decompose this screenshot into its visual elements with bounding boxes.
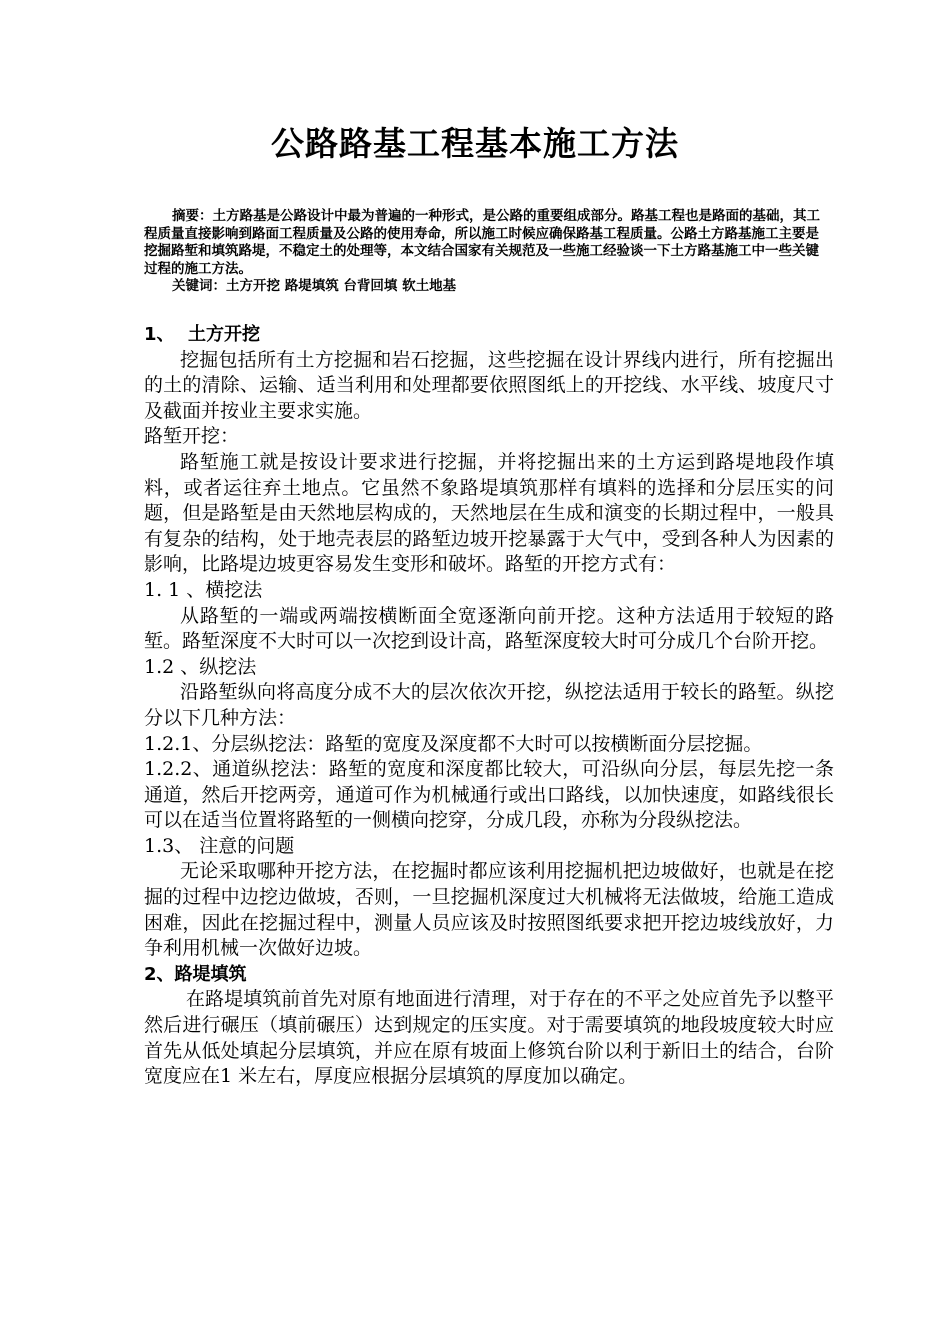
subsection-1-3-heading: 1.3、 注意的问题 bbox=[144, 834, 295, 857]
subsection-1-2-heading: 1.2 、纵挖法 bbox=[144, 655, 257, 678]
section-2-text: 在路堤填筑前首先对原有地面进行清理，对于存在的不平之处应首先予以整平然后进行碾压（填前碾压）达到规定的压实度。对于需要填筑的地段坡度较大时应首先从低处填起分层填筑，并应在原有坡面上修筑台阶以利于新旧土的结合，台阶宽度应在1 米左右，厚度应根据分层填筑的厚度加以确定。 bbox=[144, 988, 834, 1088]
section-1-intro: 挖掘包括所有土方挖掘和岩石挖掘，这些挖掘在设计界线内进行，所有挖掘出的土的清除、运输、适当利用和处理都要依照图纸上的开挖线、水平线、坡度尺寸及截面并按业主要求实施。 bbox=[144, 348, 834, 422]
cut-paragraph: 路堑施工就是按设计要求进行挖掘，并将挖掘出来的土方运到路堤地段作填料，或者运往弃土地点。它虽然不象路堤填筑那样有填料的选择和分层压实的问题，但是路堑是由天然地层构成的，天然地层在生成和演变的长期过程中，一般具有复杂的结构，处于地壳表层的路堑边坡开挖暴露于大气中，受到各种人为因素的影响，比路堤边坡更容易发生变形和破坏。路堑的开挖方式有： bbox=[144, 450, 834, 576]
subsection-1-2-2: 1.2.2、通道纵挖法：路堑的宽度和深度都比较大，可沿纵向分层，每层先挖一条通道，然后开挖两旁，通道可作为机械通行或出口路线，以加快速度，如路线很长可以在适当位置将路堑的一侧横向挖穿，分成几段，亦称为分段纵挖法。 bbox=[144, 758, 834, 832]
section-2-heading: 2、路堤填筑 bbox=[144, 963, 247, 985]
subsection-1-2-1: 1.2.1、分层纵挖法：路堑的宽度及深度都不大时可以按横断面分层挖掘。 bbox=[144, 732, 763, 755]
subsection-1-1-heading: 1. 1 、横挖法 bbox=[144, 578, 263, 601]
subsection-1-2-text: 沿路堑纵向将高度分成不大的层次依次开挖，纵挖法适用于较长的路堑。纵挖分以下几种方法： bbox=[144, 681, 834, 729]
keywords: 关键词：土方开挖 路堤填筑 台背回填 软土地基 bbox=[172, 278, 457, 294]
subsection-1-1-text: 从路堑的一端或两端按横断面全宽逐渐向前开挖。这种方法适用于较短的路堑。路堑深度不大时可以一次挖到设计高，路堑深度较大时可分成几个台阶开挖。 bbox=[144, 604, 834, 653]
abstract-block bbox=[144, 208, 824, 296]
cut-label: 路堑开挖： bbox=[144, 425, 240, 448]
document-body bbox=[144, 322, 834, 1090]
section-1-title: 土方开挖 bbox=[188, 324, 260, 345]
subsection-1-3-text: 无论采取哪种开挖方法，在挖掘时都应该利用挖掘机把边坡做好，也就是在挖掘的过程中边挖边做坡，否则，一旦挖掘机深度过大机械将无法做坡，给施工造成困难，因此在挖掘过程中，测量人员应该及时按照图纸要求把开挖边坡线放好，力争利用机械一次做好边坡。 bbox=[144, 860, 834, 960]
section-1-heading bbox=[144, 322, 834, 348]
abstract-text: 摘要：土方路基是公路设计中最为普遍的一种形式，是公路的重要组成部分。路基工程也是路面的基础，其工程质量直接影响到路面工程质量及公路的使用寿命，所以施工时候应确保路基工程质量。公路土方路基施工主要是挖掘路堑和填筑路堤，不稳定土的处理等，本文结合国家有关规范及一些施工经验谈一下土方路基施工中一些关键过程的施工方法。 bbox=[144, 208, 820, 277]
section-1-number: 1、 bbox=[144, 324, 175, 345]
page-title: 公路路基工程基本施工方法 bbox=[271, 124, 679, 163]
